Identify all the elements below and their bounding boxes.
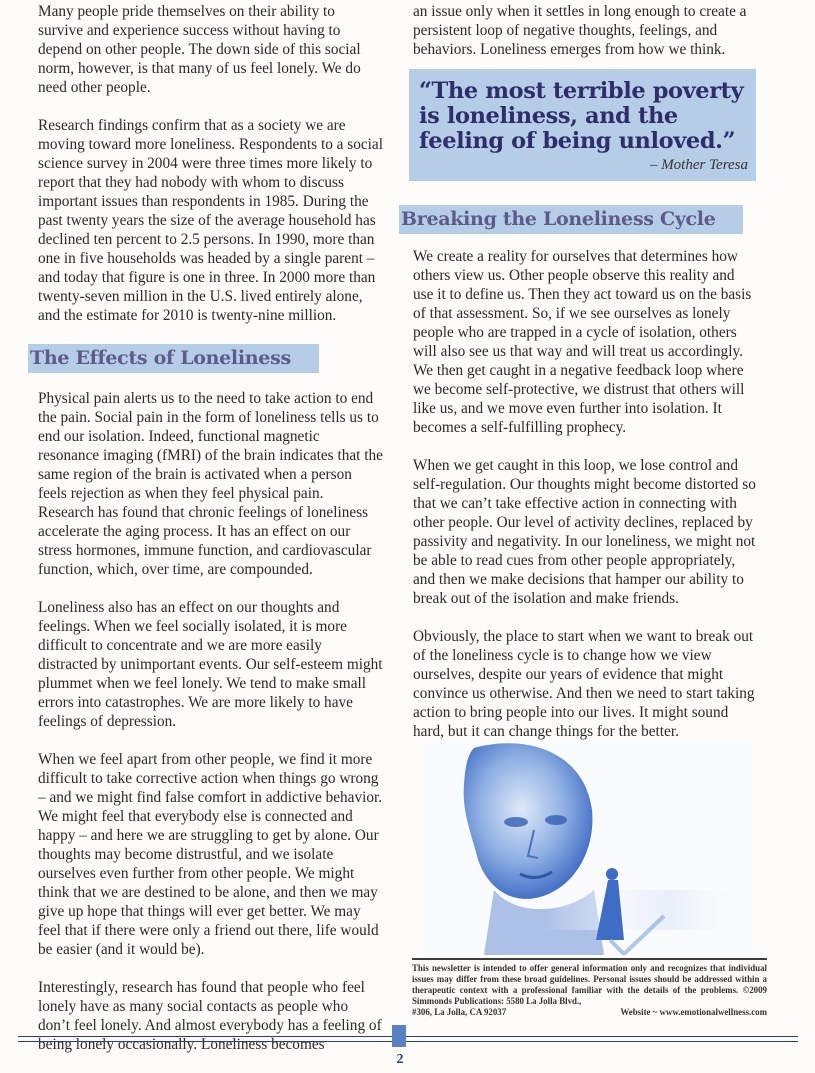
disclaimer xyxy=(412,958,767,1018)
effects-paragraph: Physical pain alerts us to the need to take action to end the pain. Social pain in the form of loneliness tells us to end our isolation. Indeed, functional magnetic resonance imaging (fMRI) of the brain indicates that the same region of the brain is activated when a person feels rejection as when they feel physical pain. Research has found that chronic feelings of loneliness accelerate the aging process. It has an effect on our stress hormones, immune function, and cardiovascular function, which, over time, are compounded. xyxy=(38,390,383,578)
footer-rule xyxy=(18,1036,798,1037)
intro-paragraph: Many people pride themselves on their ability to survive and experience success without having to depend on other people. The down side of this social norm, however, is that many of us feel lonely. We do need other people. xyxy=(38,3,361,96)
effects-paragraph: Loneliness also has an effect on our thoughts and feelings. When we feel socially isolated, it is more difficult to concentrate and we are more easily distracted by unimportant events. Our self-esteem might plummet when we feel lonely. We tend to make small errors into catastrophes. We are more likely to have feelings of depression. xyxy=(38,599,383,730)
effects-heading-band xyxy=(28,344,383,373)
cycle-paragraph: We create a reality for ourselves that determines how others view us. Other people observe this reality and use it to define us. Then they act toward us on the basis of that assessment. So, if we see ourselves as lonely people who are trapped in a cycle of isolation, others will also see us that way and will treat us accordingly. We then get caught in a negative feedback loop where we become self-protective, we distrust that others will like us, and we move even further into isolation. It becomes a self-fulfilling prophecy. xyxy=(413,248,752,436)
publisher-address: #306, La Jolla, CA 92037 xyxy=(412,1007,507,1017)
effects-heading: The Effects of Loneliness xyxy=(28,344,319,373)
disclaimer-body: This newsletter is intended to offer general information only and recognizes that individual issues may differ from these broad guidelines. Personal issues should be addressed within a therapeutic context with a professional familiar with the details of the problems. ©2009 Simmonds Publications: 5580 La Jolla Blvd., xyxy=(412,963,767,1006)
disclaimer-last-line xyxy=(412,1007,767,1018)
cycle-paragraph: Obviously, the place to start when we want to break out of the loneliness cycle is to change how we view ourselves, despite our years of evidence that might convince us otherwise. And then we need to start taking action to bring people into our lives. It might sound hard, but it can change things for the better. xyxy=(413,628,755,740)
right-column xyxy=(401,2,756,760)
cycle-paragraph: When we get caught in this loop, we lose control and self-regulation. Our thoughts might become distorted so that we can’t take effective action in connecting with other people. Our level of activity declines, replaced by passivity and negativity. In our loneliness, we might not be able to read cues from other people appropriately, and then we make decisions that hamper our ability to break out of the isolation and make friends. xyxy=(413,457,756,607)
publisher-website: Website ~ www.emotionalwellness.com xyxy=(620,1007,767,1017)
continuation-paragraph: an issue only when it settles in long enough to create a persistent loop of negative thoughts, feelings, and behaviors. Loneliness emerges from how we think. xyxy=(413,3,747,58)
pull-quote xyxy=(409,69,756,181)
footer-tab xyxy=(392,1025,406,1047)
page-number: 2 xyxy=(396,1052,404,1067)
effects-paragraph: Interestingly, research has found that people who feel lonely have as many social contacts as people who don’t feel lonely. And almost everybody has a feeling of being lonely occasionally. Loneliness becomes xyxy=(38,979,382,1053)
intro-paragraph: Research findings confirm that as a society we are moving toward more loneliness. Respondents to a social science survey in 2004 were three times more likely to report that they had nobody with whom to discuss important issues than respondents in 1985. During the past twenty years the size of the average household has declined ten percent to 2.5 persons. In 1990, more than one in five households was headed by a single parent – and today that figure is one in three. In 2000 more than twenty-seven million in the U.S. lived entirely alone, and the estimate for 2010 is twenty-nine million. xyxy=(38,117,383,324)
quote-text: “The most terrible poverty is loneliness, and the feeling of being unloved.” xyxy=(419,78,744,154)
cycle-heading: Breaking the Loneliness Cycle xyxy=(399,205,743,234)
quote-author: – Mother Teresa xyxy=(649,157,748,173)
loneliness-illustration xyxy=(424,740,754,955)
footer-rule xyxy=(18,1041,798,1042)
cycle-heading-band xyxy=(399,205,756,234)
floor-glow xyxy=(544,890,754,930)
effects-paragraph: When we feel apart from other people, we find it more difficult to take corrective action when things go wrong – and we might find false comfort in addictive behavior. We might feel that everybody else is connected and happy – and here we are struggling to get by alone. Our thoughts may become distrustful, and we isolate ourselves even further from other people. We might think that we are destined to be alone, and then we may give up hope that things will ever get better. We may feel that if there were only a friend out there, life would be easier (and it would be). xyxy=(38,751,383,958)
left-column xyxy=(30,2,383,1073)
